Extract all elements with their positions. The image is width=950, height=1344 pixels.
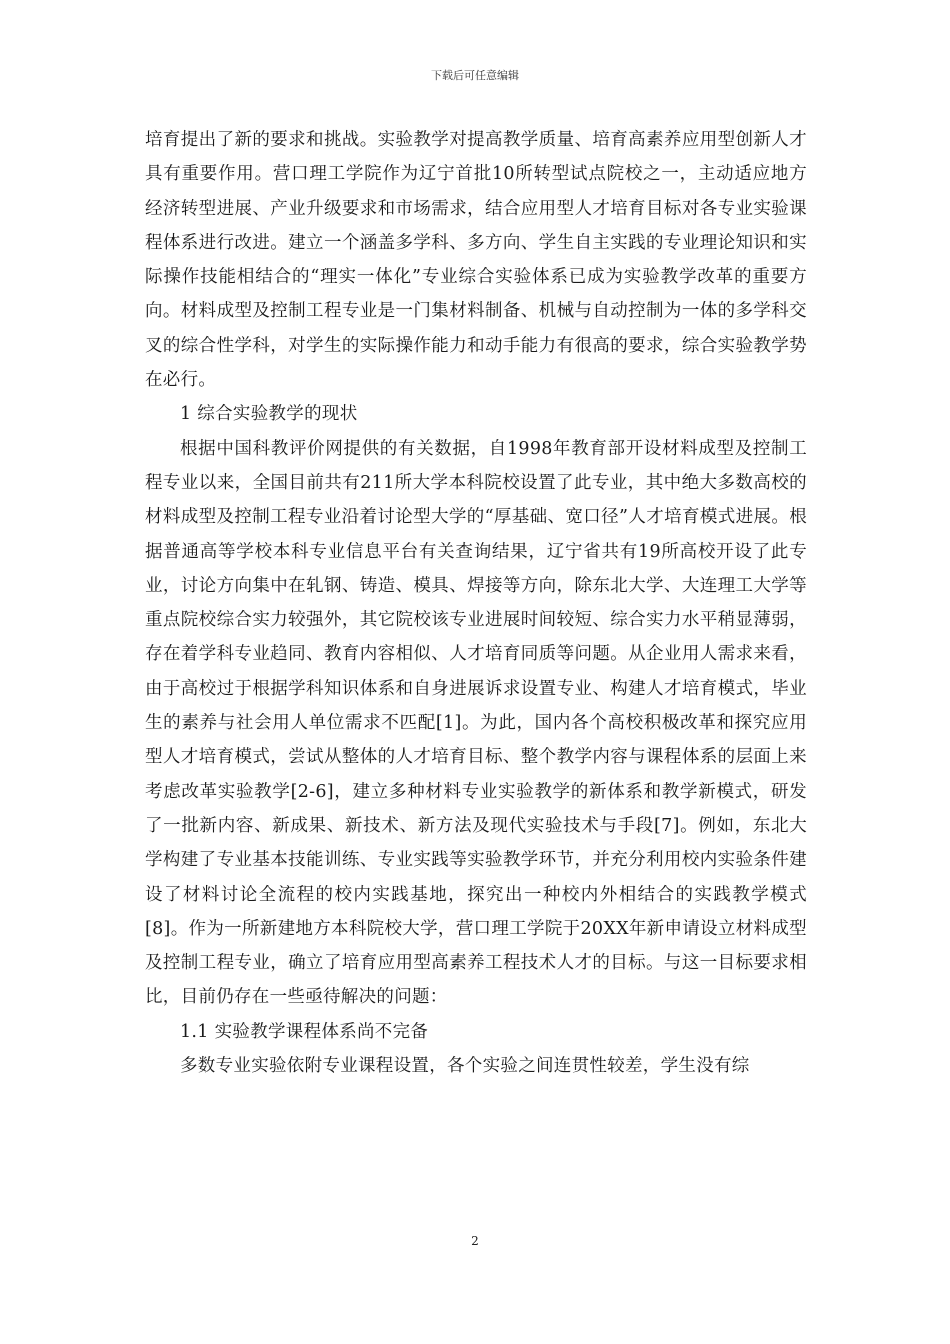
section-heading: 1 综合实验教学的现状 (180, 404, 358, 425)
page-number: 2 (471, 1234, 479, 1248)
document-body (145, 123, 807, 1083)
subsection-heading: 1.1 实验教学课程体系尚不完备 (180, 1021, 429, 1042)
paragraph-continuation: 培育提出了新的要求和挑战。实验教学对提高教学质量、培育高素养应用型创新人才具有重要作用。营口理工学院作为辽宁首批10所转型试点院校之一，主动适应地方经济转型进展、产业升级要求和市场需求，结合应用型人才培育目标对各专业实验课程体系进行改进。建立一个涵盖多学科、多方向、学生自主实践的专业理论知识和实际操作技能相结合的“理实一体化”专业综合实验体系已成为实验教学改革的重要方向。材料成型及控制工程专业是一门集材料制备、机械与自动控制为一体的多学科交叉的综合性学科，对学生的实际操作能力和动手能力有很高的要求，综合实验教学势在必行。 (145, 130, 807, 391)
paragraph-body: 根据中国科教评价网提供的有关数据，自1998年教育部开设材料成型及控制工程专业以来，全国目前共有211所大学本科院校设置了此专业，其中绝大多数高校的材料成型及控制工程专业沿着讨论型大学的“厚基础、宽口径”人才培育模式进展。根据普通高等学校本科专业信息平台有关查询结果，辽宁省共有19所高校开设了此专业，讨论方向集中在轧钢、铸造、模具、焊接等方向，除东北大学、大连理工大学等重点院校综合实力较强外，其它院校该专业进展时间较短、综合实力水平稍显薄弱，存在着学科专业趋同、教育内容相似、人才培育同质等问题。从企业用人需求来看，由于高校过于根据学科知识体系和自身进展诉求设置专业、构建人才培育模式，毕业生的素养与社会用人单位需求不匹配[1]。为此，国内各个高校积极改革和探究应用型人才培育模式，尝试从整体的人才培育目标、整个教学内容与课程体系的层面上来考虑改革实验教学[2-6]，建立多种材料专业实验教学的新体系和教学新模式，研发了一批新内容、新成果、新技术、新方法及现代实验技术与手段[7]。例如，东北大学构建了专业基本技能训练、专业实践等实验教学环节，并充分利用校内实验条件建设了材料讨论全流程的校内实践基地，探究出一种校内外相结合的实践教学模式[8]。作为一所新建地方本科院校大学，营口理工学院于20XX年新申请设立材料成型及控制工程专业，确立了培育应用型高素养工程技术人才的目标。与这一目标要求相比，目前仍存在一些亟待解决的问题： (145, 438, 807, 1008)
page-header: 下载后可任意编辑 (431, 69, 519, 82)
paragraph-body: 多数专业实验依附专业课程设置，各个实验之间连贯性较差，学生没有综 (180, 1056, 750, 1077)
